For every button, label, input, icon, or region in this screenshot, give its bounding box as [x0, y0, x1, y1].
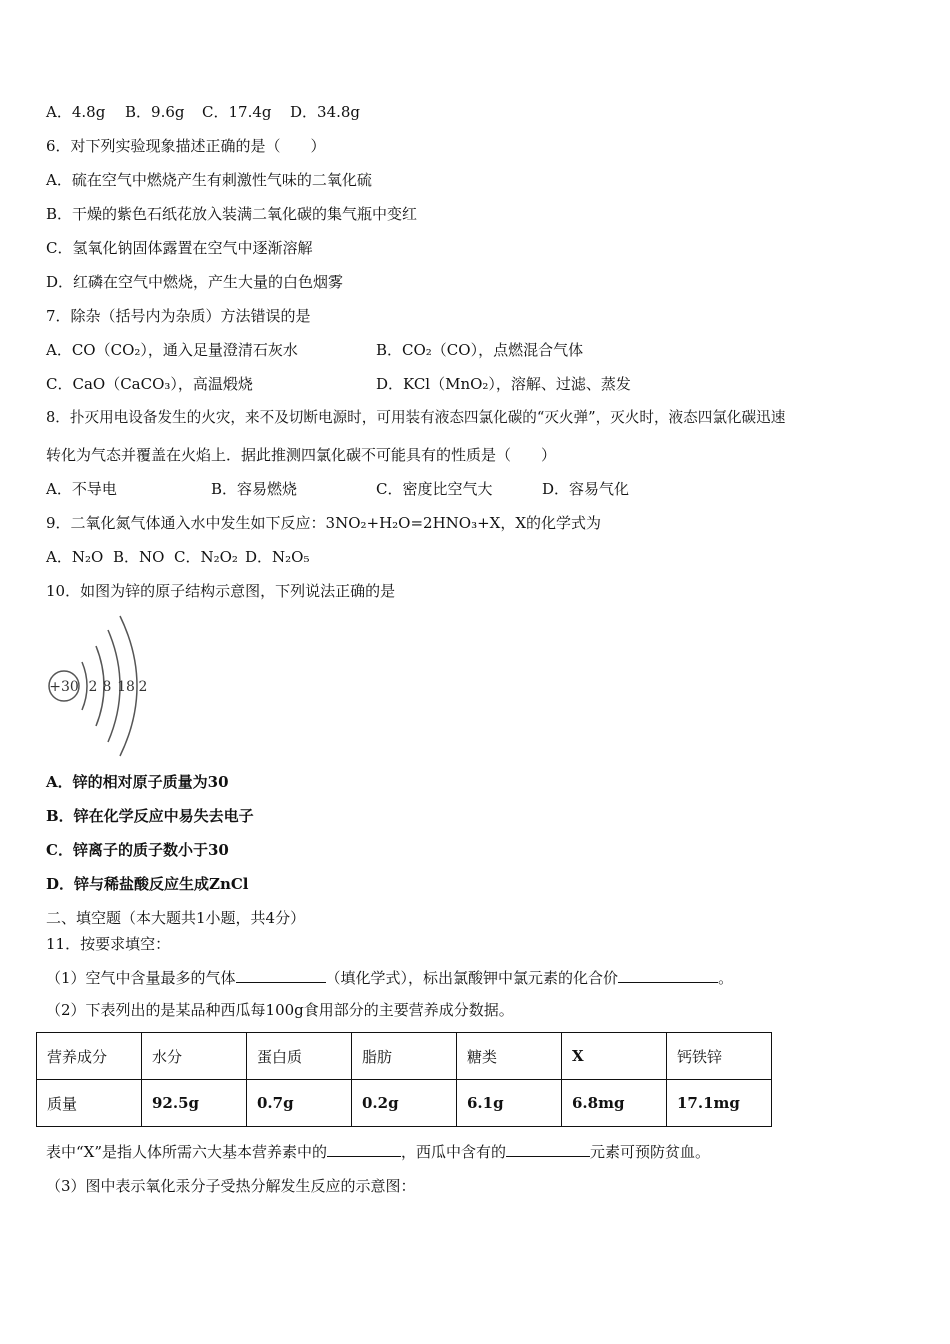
q6-option-a: A．硫在空气中燃烧产生有刺激性气味的二氧化硫 [46, 171, 372, 189]
q6-option-b: B．干燥的紫色石纸花放入装满二氧化碳的集气瓶中变红 [46, 205, 418, 223]
table-header-cell: 水分 [142, 1033, 247, 1080]
q5-option-d: D．34.8g [290, 103, 361, 121]
q6-stem: 6．对下列实验现象描述正确的是（ ） [46, 137, 326, 155]
table-cell: 17.1mg [667, 1080, 772, 1127]
q11-part1-end: 。 [718, 969, 734, 987]
q9-option-c: C．N₂O₂ [174, 548, 238, 566]
q8-option-d: D．容易气化 [542, 480, 630, 498]
q8-stem-line2: 转化为气态并覆盖在火焰上．据此推测四氯化碳不可能具有的性质是（ ） [46, 446, 557, 464]
q11-stem: 11．按要求填空： [46, 935, 171, 953]
q7-option-b: B．CO₂（CO），点燃混合气体 [376, 341, 584, 359]
q10-stem: 10．如图为锌的原子结构示意图，下列说法正确的是 [46, 582, 396, 600]
shell-1-electrons: 2 [88, 679, 98, 695]
q11-part1 [46, 966, 733, 988]
table-header-cell: 糖类 [457, 1033, 562, 1080]
shell-arc-1 [82, 662, 87, 710]
table-header-row [37, 1033, 772, 1080]
q7-option-d: D．KCl（MnO₂），溶解、过滤、蒸发 [376, 375, 631, 393]
shell-4-electrons: 2 [138, 679, 148, 695]
table-cell: 6.1g [457, 1080, 562, 1127]
nutrition-table [36, 1032, 772, 1127]
q11-part1-text-b: （填化学式），标出氯酸钾中氯元素的化合价 [325, 969, 619, 987]
section-2-heading: 二、填空题（本大题共1小题，共4分） [46, 909, 306, 927]
q8-option-b: B．容易燃烧 [211, 480, 298, 498]
table-header-cell: 营养成分 [37, 1033, 142, 1080]
q6-option-c: C．氢氧化钠固体露置在空气中逐渐溶解 [46, 239, 313, 257]
table-cell: 92.5g [142, 1080, 247, 1127]
zinc-atom-structure-diagram [44, 612, 164, 762]
q5-option-c: C．17.4g [202, 103, 272, 121]
q5-option-b: B．9.6g [125, 103, 185, 121]
q11-part1-text-a: （1）空气中含量最多的气体 [46, 969, 236, 987]
q9-option-a: A．N₂O [46, 548, 104, 566]
table-header-cell: 脂肪 [352, 1033, 457, 1080]
table-header-cell: 蛋白质 [247, 1033, 352, 1080]
table-cell: 质量 [37, 1080, 142, 1127]
q7-option-c: C．CaO（CaCO₃），高温煅烧 [46, 375, 253, 393]
q10-option-d: D．锌与稀盐酸反应生成ZnCl [46, 875, 249, 893]
q11-part3-text: （3）图中表示氧化汞分子受热分解发生反应的示意图： [46, 1177, 416, 1195]
table-row [37, 1080, 772, 1127]
q11-part2-text-c: 元素可预防贫血。 [590, 1143, 711, 1161]
q10-option-c: C．锌离子的质子数小于30 [46, 841, 229, 859]
table-header-cell: X [562, 1033, 667, 1080]
q8-option-a: A．不导电 [46, 480, 117, 498]
answer-blank-gas[interactable] [236, 966, 326, 983]
nucleus-label: +30 [49, 679, 79, 695]
shell-3-electrons: 18 [117, 679, 135, 695]
q6-option-d: D．红磷在空气中燃烧，产生大量的白色烟雾 [46, 273, 344, 291]
q10-option-b: B．锌在化学反应中易失去电子 [46, 807, 254, 825]
answer-blank-valence[interactable] [618, 966, 718, 983]
q7-option-a: A．CO（CO₂），通入足量澄清石灰水 [46, 341, 298, 359]
answer-blank-element[interactable] [506, 1140, 590, 1157]
table-cell: 0.7g [247, 1080, 352, 1127]
q11-part2-text-a: 表中“X”是指人体所需六大基本营养素中的 [46, 1143, 328, 1161]
q8-option-c: C．密度比空气大 [376, 480, 493, 498]
q9-stem: 9．二氧化氮气体通入水中发生如下反应：3NO₂+H₂O=2HNO₃+X，X的化学式为 [46, 514, 602, 532]
table-cell: 6.8mg [562, 1080, 667, 1127]
shell-2-electrons: 8 [102, 679, 112, 695]
table-header-cell: 钙铁锌 [667, 1033, 772, 1080]
q9-option-d: D．N₂O₅ [245, 548, 310, 566]
q5-option-a: A．4.8g [46, 103, 106, 121]
q9-option-b: B．NO [113, 548, 165, 566]
table-cell: 0.2g [352, 1080, 457, 1127]
q11-part2-question [46, 1140, 710, 1162]
q10-option-a: A．锌的相对原子质量为30 [46, 773, 229, 791]
q8-stem-line1: 8．扑灭用电设备发生的火灾，来不及切断电源时，可用装有液态四氯化碳的“灭火弹”，灭火时，液态四氯化碳迅速 [46, 409, 786, 426]
q11-part2-text: （2）下表列出的是某品种西瓜每100g食用部分的主要营养成分数据。 [46, 1001, 514, 1019]
q11-part2-text-b: ，西瓜中含有的 [401, 1143, 507, 1161]
q7-stem: 7．除杂（括号内为杂质）方法错误的是 [46, 307, 311, 325]
answer-blank-nutrient[interactable] [327, 1140, 401, 1157]
